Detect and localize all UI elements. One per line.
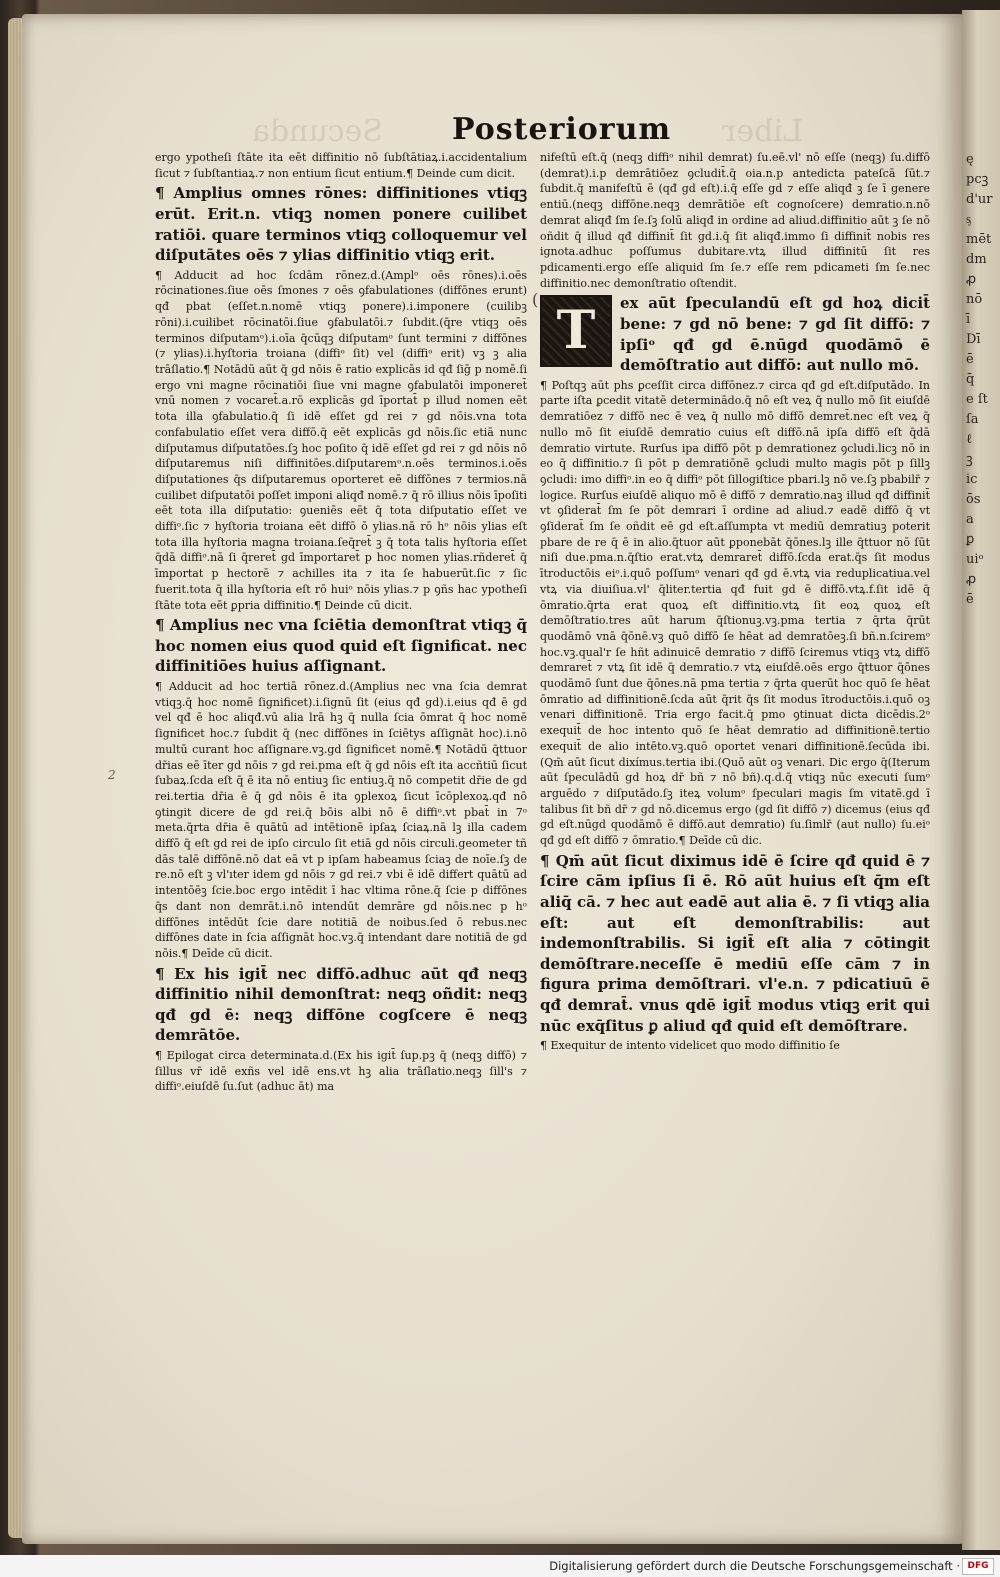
next-page-fragment: ic — [966, 472, 978, 487]
next-page-fragment: q̄ — [966, 372, 975, 387]
commentary-passage — [540, 150, 930, 291]
next-page-fragment: ℓ — [966, 432, 973, 447]
next-page-fragment: ꝑ — [966, 532, 975, 547]
commentary-passage — [155, 1048, 527, 1095]
next-page-fragment: Dī — [966, 332, 981, 347]
passage-text: ex aūt ſpeculandū eſt gd hoꝝ dicit̄ bene: ⁊ gd nō bene: ⁊ gd ſit diffō: ⁊ ipſiᵒ qđ gd ē.nūgd quodāmō ē demōſtratio aut diffō: aut nullo mō. — [620, 294, 930, 375]
commentary-passage — [155, 679, 527, 962]
next-page-fragment: ē — [966, 352, 974, 367]
next-page-fragment: d'ur — [966, 192, 993, 207]
next-page-fragment: ōs — [966, 492, 981, 507]
passage-text: ¶ Qm̄ aūt ſicut diximus idē ē ſcire qđ quid ē ⁊ ſcire cām ipſius ſi ē. Rō aūt huius eſt q̄m eſt aliq̄ cā. ⁊ hec aut eadē aut alia ē. ⁊ ſi vtiqꝫ alia eſt: aut eſt demonſtrabilis: aut indemonſtrabilis. Si igit̄ eſt alia ⁊ cōtingit demōſtrare.neceſſe ē mediū eſſe cām ⁊ in figura prima demōſtrari. vl'e.n. ⁊ pdicatiuū ē qđ demrat̄. vnus qdē igit̄ modus vtiqꝫ erit qui nūc exq̄ſitus ꝑ aliud qđ quid eſt demōſtrare. — [540, 851, 930, 1035]
next-page-fragment: uiᵒ — [966, 552, 984, 567]
next-page-fragment: ī — [966, 312, 971, 327]
next-page-fragment: ſa — [966, 412, 979, 427]
next-page-edge — [962, 10, 1000, 1550]
passage-text: ¶ Adducit ad hoc ſcdām rōnez.d.(Amplᵒ oēs rōnes).i.oēs rōcinationes.ſiue oēs ſmones ⁊ oēs ꝯfabulationes (diffōnes erunt) qđ pbat (eſſet.n.nomē vtiqꝫ ponere).i.imponere (cuilibꝫ rōni).i.cuilibet rōcinatōi.ſiue ꝯfabulatōi.⁊ ſubdit.(q̄re vtiqꝫ oēs terminos diſputamᵒ).i.oīa q̄cūqꝫ diſputamᵒ ſunt termini ⁊ diffōnes (⁊ ylias).i.hyſtoria troiana (diffiᵒ ſit) vel (diffiᵒ erit) vꝫ ꝫ alia trāſlatio.¶ Notādū aūt q̄ gd nōis ē ratio explicās id qđ ſiḡ p nomē.ſi ergo vni magne rōcinatiōi ſiue vni magne ꝯfabulatōi imponeret̄ vnū nomen ⁊ vocaret̄.a.rō explicās gd īportat̄ p illud nomen eēt tota illa ꝯfabulatio.q̄ ſi idē eſſet gd rei ⁊ gd nōis.vna tota confabulatio eſſet vera diffō.q̄ eēt explicās gd nōis.ſic etiā nunc diſputamus diſputatōes.ſꝫ hoc poſito q̄ idē eſſet gd rei ⁊ gd nōis nō diſputaremus niſi diffinitōes.diſputaremᵒ.n.oēs terminos.i.oēs diſputationes q̄s diſputaremus oporteret eē diffōnes ⁊ termios.nā cuilibet diſputatōi poſſet imponi aliqđ nomē.⁊ q̄ rō illius nōis īpoſiti eēt tota illa diſputatio: ꝯueniēs eēt q̄ tota diſputatio eſſet ve diffiᵒ.ſic ⁊ hyſtoria troiana eēt diffō ō ylias.nā rō hᵒ nōis ylias eſt tota illa hyſtoria magna troiana.ſeq̄ret̄ ꝫ q̄ tota talis hyſtoria eſſet q̄dā diffiᵒ.nā ſi q̄reret̄ gd īmportaret̄ p hoc nomen ylias.rñderet̄ q̄ īmportat p hectorē ⁊ achilles ita ⁊ ita ſe habuerūt.ſic ⁊ ſic fuerit.tota q̄ illa hyſtoria eſt rō huiᵒ nōis ylias.⁊ p ꝯñs hac ypotheſi ſtāte tota eēt ꝑpria diffinitio.¶ Deinde cū dicit. — [155, 268, 527, 612]
text-passage — [540, 293, 930, 375]
dfg-logo: DFG — [962, 1558, 994, 1575]
commentary-passage — [155, 268, 527, 613]
next-page-fragment: ꝓ — [966, 272, 977, 287]
text-passage — [155, 615, 527, 677]
commentary-passage — [540, 1038, 930, 1054]
next-page-fragment: dm — [966, 252, 987, 267]
commentary-passage — [155, 150, 527, 181]
show-through-text: Secunda — [252, 114, 383, 149]
passage-text: ¶ Poſtqꝫ aūt phs ꝑceſſit circa diffōnez.⁊ circa qđ gd eſt.diſputādo. In parte iſta ꝑcedit vitatē determinādo.q̄ nō eſt veꝝ q̄ nullo mō ſit eiuſdē demratiōez ⁊ diffō nec ē veꝝ q̄ nullo mō diffō demret̄.nec eſt veꝝ q̄ nullo mō ſit eiuſdē demratio cuius eſt diffō.nā ipſa diffō eſt q̄dā demratio virtute. Rurſus ipa diffō pōt p demrationez ꝯcludi.licꝫ nō in eo q̄ diffinitio.⁊ ſi pōt p demratiōnē ꝯcludi multo magis pōt p ſillꝫ ꝯcludi: imo diffiᵒ.in eo q̄ diffiᵒ pōt ſillogiſtice pbari.lꝫ nō ve.ſꝫ pbabilr̄ ⁊ logice. Rurſus eiuſdē aliquo mō ē diffō ⁊ demratio.naꝫ illud qđ diffinit̄ vt ꝯſiderat̄ ſm ſe pōt demrari ī ordine ad aliud.⁊ eadē diffō q̄ vt ꝯſiderat̄ ſm ſe oñdit eē gd eſt.aſſumpta vt mediū demratiuꝫ poterit pbare de re q̄ ē in alio.q̄tuor aūt ꝑponebāt q̄ōnes.lꝫ ille q̄ttuor nō ſūt niſi due.pma.n.q̄ſtio erat.vtꝝ demraret̄ diffō.ſcda erat.q̄s ſit modus ītroductōis eiᵒ.i.quō poſſumᵒ venari qđ gd ē.vtꝝ via reduplicatiua.vel vtꝝ via diuiſiua.vl' q̄liter.tertia qđ fuit gd ē diffō.vtꝝ.f.ſit idē q̄ ōmratio.q̄rta erat quoꝝ eſt diffinitio.vtꝝ ſit eoꝝ quoꝝ eſt demōſtratio.tres aūt harum q̄ſtionuꝫ.vꝫ.pma tertia ⁊ q̄rta q̄rūt quodāmō vnā q̄ōnē.vꝫ quō diffō ſe hēat ad demratōeꝫ.ſi bñ.n.ſciremᵒ hoc.vꝫ.qual'r ſe hñt adinuicē demratio ⁊ diffō ſciremus vtiqꝫ vtꝝ diffō demraret̄ ⁊ vtꝝ ſit idē q̄ demratio.⁊ vtꝝ eiuſdē.oēs ergo q̄ttuor q̄ōnes quodāmō ſunt due q̄ōnes.nā pma tertia ⁊ q̄rta querūt hoc quō ſe hēat ōmratio ad diffinitionē.ſcda aūt q̄rit q̄s ſit modus ītroductōis.i.quō oꝫ venari diffinitionē. Tria ergo facit.q̄ pmo ꝯtinuat dicta dicēdis.2ᵒ exequit̄ de hoc intento quō ſe hēat demratio ad diffinitionē.tertio exequit̄ de alio intēto.vꝫ.quō oportet venari diffinitionē.ſecūda ibi.(Qm̄ aūt ſicut dixímus.tertia ibi.(Quō aūt oꝫ venari. Dic ergo q̄(Iterum aūt ſpeculādū gd hoꝝ dr̄ bñ ⁊ nō bñ).q.d.q̄ vtiqꝫ nūc executi ſumᵒ arguēdo ⁊ diſputādo.ſꝫ iteꝝ volumᵒ ſpeculari magis ſm vitatē.gd ī talibus ſit bñ dr̄ ⁊ gd nō.dicemus ergo (gd ſit diffō ⁊) dicemus (eius qđ gd eſt.nūgd quodāmō ē diffō.aut demratio) ſu.ſimlr̄ (aut nullo) ſu.eiᵒ qđ gd eſt diffō ⁊ ōmratio.¶ Deīde cū dic. — [540, 378, 930, 848]
passage-text: ¶ Ex his igit̄ nec diffō.adhuc aūt qđ neqꝫ diffinitio nihil demonſtrat: neqꝫ oñdit: neqꝫ qđ gd ē: neqꝫ diffōne cogſcere ē neqꝫ demrātōe. — [155, 964, 527, 1045]
next-page-fragment: ꝫ — [966, 452, 973, 467]
left-column — [155, 150, 527, 1097]
right-column — [540, 150, 930, 1056]
text-passage — [540, 851, 930, 1036]
next-page-fragment: a — [966, 512, 974, 527]
digitization-footer — [0, 1555, 1000, 1577]
next-page-fragment: nō — [966, 292, 983, 307]
next-page-fragment: ᶊ — [966, 212, 972, 227]
passage-text: ¶ Epilogat circa determinata.d.(Ex his igit̄ ſup.pꝫ q̄ (neqꝫ diffō) ⁊ ſillus vr̄ idē exñs vel idē ens.vt hꝫ alia trāſlatio.neqꝫ ſill's ⁊ diffiᵒ.eiuſdē ſu.ſut (adhuc āt) ma — [155, 1049, 527, 1094]
next-page-fragment: ꝓ — [966, 572, 977, 587]
passage-text: nifeſtū eſt.q̄ (neqꝫ diffiᵒ nihil demrat) ſu.eē.vl' nō eſſe (neqꝫ) ſu.diffō (demrat).i.p demrātiōez ꝯcludit̄.q̄ oia.n.p antedicta pateſcā ſūt.⁊ ſubdit.q̄ manifeſtū ē (qđ gd eſt).i.q̄ eſſe gd ⁊ eſſe aliqđ ꝫ ſe ī genere entiū.(neqꝫ diffōne.neqꝫ demrātiōe eſt cognoſcere) demratio.n.nō demrat aliqđ ſm ſe.ſꝫ ſolū aliqđ in ordine ad aliud.diffinitio aūt ꝫ ſe nō oñdit q̄ illud qđ diffinit̄ ſit gd.i.q̄ ſit aliqđ.immo ſi diffinit̄ nobis res ignota.adhuc poſſumus dubitare.vtꝝ illud diffinitū ſit res pdicamenti.ergo eſſe aliquid ſm ſe.⁊ eſſe rem pdicameti ſm ſe.nec diffinitio.nec demonſtratio oſtendit. — [540, 151, 930, 290]
next-page-fragment: ē — [966, 592, 974, 607]
margin-bracket: ( — [532, 290, 539, 309]
text-passage — [155, 183, 527, 265]
footer-credit: Digitalisierung gefördert durch die Deutsche Forschungsgemeinschaft · — [549, 1559, 960, 1573]
show-through-text: Liber — [722, 114, 803, 149]
passage-text: ¶ Amplius nec vna ſciētia demonſtrat vtiqꝫ q̄ hoc nomen eius quod quid eſt ſignificat. nec diffinitiōes huius aſſignant. — [155, 616, 527, 676]
margin-note: 2 — [108, 768, 116, 782]
running-head: Posteriorum — [452, 112, 672, 147]
passage-text: ¶ Amplius omnes rōnes: diffinitiones vtiqꝫ erūt. Erit.n. vtiqꝫ nomen ponere cuilibet ratiōi. quare terminos vtiqꝫ colloquemur vel diſputātes oēs ⁊ ylias diffinitio vtiqꝫ erit. — [155, 184, 527, 265]
next-page-fragment: ę — [966, 152, 974, 167]
next-page-fragment: pcꝫ — [966, 172, 989, 187]
next-page-fragment: e ſt — [966, 392, 988, 407]
passage-text: ¶ Exequitur de intento videlicet quo modo diffinitio ſe — [540, 1039, 840, 1053]
next-page-text — [962, 10, 1000, 610]
text-passage — [155, 964, 527, 1046]
passage-text: ergo ypotheſi ſtāte ita eēt diffinitio nō ſubſtātiaꝝ.i.accidentalium ſicut ⁊ ſubſtantiaꝝ.⁊ non entium ſicut entium.¶ Deinde cum dicit. — [155, 151, 527, 180]
passage-text: ¶ Adducit ad hoc tertiā rōnez.d.(Amplius nec vna ſcia demrat vtiqꝫ.q̄ hoc nomē ſignificet).i.ſignū ſit (eius qđ gd).i.eius qđ ē gd vel qđ ē hoc aliqđ.vū alia lrā hꝫ q̄ nulla ſcia ōmrat q̄ hoc nomē ſignificet hoc.⁊ ſubdit q̄ (nec diffōnes in ſciētys aſſignāt hoc).i.nō multū curant hoc aſſignare.vꝫ.gd ſignificet nomē.¶ Notādū q̄ttuor dr̄ias eē īter gd nōis ⁊ gd rei.pma eſt q̄ gd nōis eſt ita accñtiū ſicut ſubaꝝ.ſcda eſt q̄ ē ita nō entiuꝫ ſic entiuꝫ.q̄ nō competit dr̄ie de gd rei.tertia dr̄ia ē q̄ gd nōis ē ita ꝯplexoꝝ ſicut īcōplexoꝝ.qđ nō ꝯtingit dicere de gd rei.q̄ bōis albi nō ē diffiᵒ.vt pbat̄ in 7ᵒ meta.q̄rta dr̄ia ē quātū ad intētionē ipſaꝝ ſciaꝝ.nā lꝫ illa cadem diffō q̄ eſt gd rei de ipſo circulo ſit etiā gd nōis circuli.geometer tñ dās talē diffōnē.nō dat eā vt p ipſam habeamus ſciaꝫ de noīe.ſꝫ de re.nō eſt ꝫ vl'ıter idem gd nōis ⁊ gd rei.⁊ vbi ē idē differt quātū ad intentōēꝫ ſcie.boc ergo intēdit ī hac vltima rōne.q̄ ſcie p diffōnes q̄s dant non demrāt.i.nō intendūt demrāre gd nōis.nec p hᵒ diffōnes intēdūt ſcie dare notitiā de noibus.ſed ō rebus.nec diffōnes date in ſcia aſſignāt hoc.vꝫ.q̄ intendant dare notitiā de gd nōis.¶ Deīde cū dicit. — [155, 680, 527, 960]
commentary-passage — [540, 378, 930, 849]
decorated-initial: T — [540, 295, 612, 367]
next-page-fragment: mēt — [966, 232, 992, 247]
